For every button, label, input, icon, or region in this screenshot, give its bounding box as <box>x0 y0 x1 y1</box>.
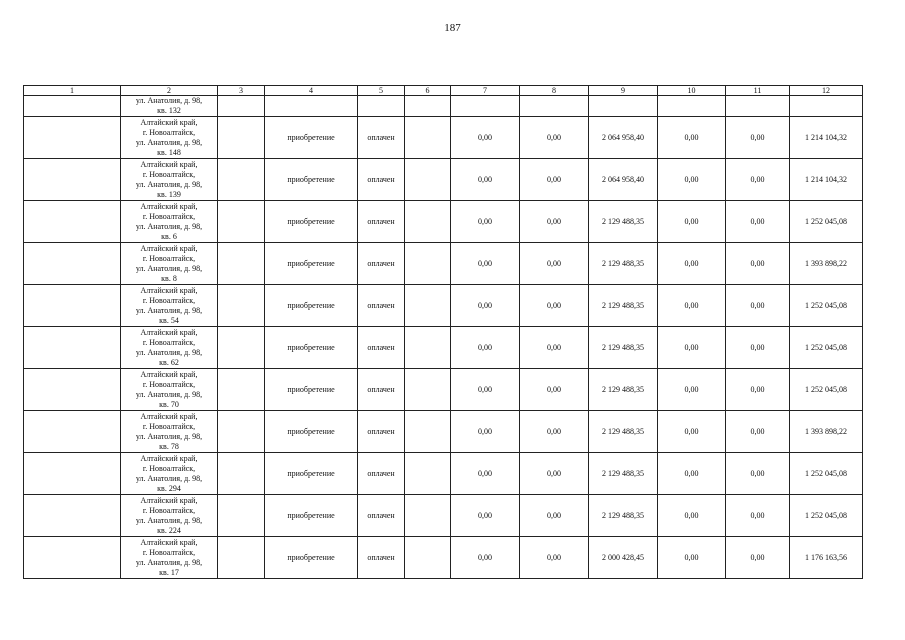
address-line: кв. 17 <box>159 567 179 577</box>
value-cell: 2 129 488,35 <box>589 327 658 369</box>
column-header: 10 <box>658 86 726 96</box>
address-line: кв. 224 <box>157 525 181 535</box>
cell <box>218 411 265 453</box>
value-cell: 0,00 <box>520 537 589 579</box>
type-cell: приобретение <box>265 159 358 201</box>
status-cell: оплачен <box>358 327 405 369</box>
column-header: 8 <box>520 86 589 96</box>
value-cell: 2 129 488,35 <box>589 201 658 243</box>
value-cell: 2 129 488,35 <box>589 243 658 285</box>
table-row <box>24 285 863 327</box>
value-cell: 0,00 <box>451 495 520 537</box>
cell <box>218 537 265 579</box>
value-cell: 0,00 <box>726 201 790 243</box>
address-cell <box>121 453 218 495</box>
value-cell: 0,00 <box>520 411 589 453</box>
value-cell: 0,00 <box>658 159 726 201</box>
cell <box>451 96 520 117</box>
value-cell: 1 214 104,32 <box>790 159 863 201</box>
address-line: кв. 54 <box>159 315 179 325</box>
cell <box>24 159 121 201</box>
column-number-row <box>24 86 863 96</box>
status-cell: оплачен <box>358 285 405 327</box>
type-cell: приобретение <box>265 369 358 411</box>
type-cell: приобретение <box>265 117 358 159</box>
type-cell: приобретение <box>265 285 358 327</box>
status-cell: оплачен <box>358 243 405 285</box>
address-line: Алтайский край, <box>140 285 198 295</box>
status-cell: оплачен <box>358 411 405 453</box>
cell <box>218 96 265 117</box>
address-line: г. Новоалтайск, <box>142 379 196 389</box>
address-line: ул. Анатолия, д. 98, <box>135 347 203 357</box>
address-cell <box>121 327 218 369</box>
value-cell: 2 000 428,45 <box>589 537 658 579</box>
status-cell: оплачен <box>358 453 405 495</box>
address-line: кв. 294 <box>157 483 181 493</box>
table-row <box>24 369 863 411</box>
table-row <box>24 537 863 579</box>
value-cell: 2 129 488,35 <box>589 411 658 453</box>
address-line: ул. Анатолия, д. 98, <box>135 473 203 483</box>
value-cell: 0,00 <box>451 285 520 327</box>
address-line: Алтайский край, <box>140 411 198 421</box>
address-line: ул. Анатолия, д. 98, <box>135 305 203 315</box>
cell <box>405 285 451 327</box>
value-cell: 0,00 <box>726 495 790 537</box>
address-line: кв. 6 <box>161 231 177 241</box>
value-cell: 0,00 <box>726 327 790 369</box>
cell <box>218 495 265 537</box>
value-cell: 2 064 958,40 <box>589 159 658 201</box>
value-cell: 0,00 <box>451 159 520 201</box>
value-cell: 0,00 <box>658 411 726 453</box>
address-line: г. Новоалтайск, <box>142 295 196 305</box>
address-cell <box>121 411 218 453</box>
table-row <box>24 159 863 201</box>
address-line: ул. Анатолия, д. 98, <box>135 179 203 189</box>
cell <box>24 495 121 537</box>
column-header: 5 <box>358 86 405 96</box>
value-cell: 2 064 958,40 <box>589 117 658 159</box>
cell <box>218 243 265 285</box>
cell <box>24 243 121 285</box>
address-line: ул. Анатолия, д. 98, <box>135 515 203 525</box>
address-line: Алтайский край, <box>140 117 198 127</box>
cell <box>24 96 121 117</box>
address-line: Алтайский край, <box>140 243 198 253</box>
column-header: 2 <box>121 86 218 96</box>
address-line: ул. Анатолия, д. 98, <box>135 389 203 399</box>
value-cell: 0,00 <box>520 243 589 285</box>
value-cell: 0,00 <box>451 201 520 243</box>
value-cell: 1 176 163,56 <box>790 537 863 579</box>
column-header: 12 <box>790 86 863 96</box>
value-cell: 0,00 <box>726 285 790 327</box>
cell <box>24 369 121 411</box>
value-cell: 0,00 <box>658 201 726 243</box>
address-line: ул. Анатолия, д. 98, <box>135 137 203 147</box>
data-table <box>23 85 863 579</box>
address-line: Алтайский край, <box>140 537 198 547</box>
cell <box>24 327 121 369</box>
cell <box>405 453 451 495</box>
type-cell: приобретение <box>265 243 358 285</box>
value-cell: 0,00 <box>520 117 589 159</box>
value-cell: 0,00 <box>726 159 790 201</box>
address-cell <box>121 159 218 201</box>
type-cell: приобретение <box>265 201 358 243</box>
address-line: кв. 139 <box>157 189 181 199</box>
value-cell: 1 252 045,08 <box>790 201 863 243</box>
value-cell: 0,00 <box>658 537 726 579</box>
value-cell: 2 129 488,35 <box>589 453 658 495</box>
cell <box>218 201 265 243</box>
value-cell: 0,00 <box>520 159 589 201</box>
address-line: ул. Анатолия, д. 98, <box>135 557 203 567</box>
cell <box>24 537 121 579</box>
address-line: Алтайский край, <box>140 369 198 379</box>
address-line: Алтайский край, <box>140 453 198 463</box>
column-header: 1 <box>24 86 121 96</box>
address-line: ул. Анатолия, д. 98, <box>135 96 203 105</box>
value-cell: 0,00 <box>726 369 790 411</box>
cell <box>24 411 121 453</box>
value-cell: 0,00 <box>726 453 790 495</box>
address-line: Алтайский край, <box>140 327 198 337</box>
address-line: г. Новоалтайск, <box>142 337 196 347</box>
cell <box>405 159 451 201</box>
value-cell: 0,00 <box>520 369 589 411</box>
address-line: г. Новоалтайск, <box>142 253 196 263</box>
cell <box>405 537 451 579</box>
column-header: 6 <box>405 86 451 96</box>
address-line: кв. 8 <box>161 273 177 283</box>
value-cell: 0,00 <box>658 369 726 411</box>
column-header: 9 <box>589 86 658 96</box>
value-cell: 0,00 <box>451 537 520 579</box>
table-row <box>24 96 863 117</box>
table-row <box>24 117 863 159</box>
address-line: кв. 62 <box>159 357 179 367</box>
value-cell: 0,00 <box>451 369 520 411</box>
address-line: Алтайский край, <box>140 159 198 169</box>
address-cell <box>121 201 218 243</box>
status-cell: оплачен <box>358 369 405 411</box>
value-cell: 0,00 <box>658 495 726 537</box>
address-line: г. Новоалтайск, <box>142 547 196 557</box>
value-cell: 0,00 <box>520 327 589 369</box>
status-cell: оплачен <box>358 159 405 201</box>
table-row <box>24 327 863 369</box>
cell <box>405 117 451 159</box>
address-line: г. Новоалтайск, <box>142 505 196 515</box>
value-cell: 0,00 <box>658 453 726 495</box>
type-cell: приобретение <box>265 453 358 495</box>
value-cell: 1 252 045,08 <box>790 453 863 495</box>
cell <box>405 243 451 285</box>
value-cell: 1 393 898,22 <box>790 411 863 453</box>
value-cell: 2 129 488,35 <box>589 285 658 327</box>
value-cell: 0,00 <box>658 117 726 159</box>
cell <box>405 96 451 117</box>
type-cell: приобретение <box>265 537 358 579</box>
address-line: г. Новоалтайск, <box>142 169 196 179</box>
value-cell: 0,00 <box>451 243 520 285</box>
value-cell: 0,00 <box>451 453 520 495</box>
address-cell <box>121 243 218 285</box>
address-cell <box>121 495 218 537</box>
status-cell: оплачен <box>358 117 405 159</box>
value-cell: 2 129 488,35 <box>589 495 658 537</box>
type-cell: приобретение <box>265 411 358 453</box>
cell <box>218 117 265 159</box>
cell <box>218 369 265 411</box>
address-cell <box>121 117 218 159</box>
address-line: г. Новоалтайск, <box>142 421 196 431</box>
cell <box>218 327 265 369</box>
table-row <box>24 411 863 453</box>
cell <box>726 96 790 117</box>
value-cell: 0,00 <box>658 285 726 327</box>
value-cell: 0,00 <box>451 327 520 369</box>
address-line: Алтайский край, <box>140 495 198 505</box>
address-line: ул. Анатолия, д. 98, <box>135 263 203 273</box>
cell <box>24 201 121 243</box>
address-line: кв. 148 <box>157 147 181 157</box>
status-cell: оплачен <box>358 537 405 579</box>
table-row <box>24 201 863 243</box>
value-cell: 1 252 045,08 <box>790 495 863 537</box>
address-cell <box>121 285 218 327</box>
address-line: г. Новоалтайск, <box>142 127 196 137</box>
address-line: г. Новоалтайск, <box>142 463 196 473</box>
value-cell: 1 214 104,32 <box>790 117 863 159</box>
value-cell: 1 393 898,22 <box>790 243 863 285</box>
table-row <box>24 495 863 537</box>
value-cell: 0,00 <box>726 411 790 453</box>
address-cell <box>121 537 218 579</box>
cell <box>520 96 589 117</box>
column-header: 7 <box>451 86 520 96</box>
table-row <box>24 453 863 495</box>
cell <box>405 495 451 537</box>
cell <box>405 411 451 453</box>
value-cell: 0,00 <box>726 243 790 285</box>
table-row <box>24 243 863 285</box>
address-line: ул. Анатолия, д. 98, <box>135 221 203 231</box>
page-number: 187 <box>444 22 461 34</box>
column-header: 4 <box>265 86 358 96</box>
address-line: Алтайский край, <box>140 201 198 211</box>
cell <box>24 117 121 159</box>
value-cell: 1 252 045,08 <box>790 369 863 411</box>
cell <box>358 96 405 117</box>
cell <box>405 369 451 411</box>
value-cell: 0,00 <box>451 411 520 453</box>
value-cell: 0,00 <box>726 117 790 159</box>
cell <box>24 285 121 327</box>
column-header: 11 <box>726 86 790 96</box>
status-cell: оплачен <box>358 201 405 243</box>
cell <box>589 96 658 117</box>
value-cell: 0,00 <box>658 243 726 285</box>
address-line: кв. 70 <box>159 399 179 409</box>
value-cell: 0,00 <box>520 201 589 243</box>
address-line: кв. 78 <box>159 441 179 451</box>
type-cell: приобретение <box>265 495 358 537</box>
value-cell: 2 129 488,35 <box>589 369 658 411</box>
cell <box>24 453 121 495</box>
address-cell <box>121 369 218 411</box>
cell <box>265 96 358 117</box>
cell <box>218 285 265 327</box>
cell <box>218 159 265 201</box>
address-cell <box>121 96 218 117</box>
address-line: г. Новоалтайск, <box>142 211 196 221</box>
column-header: 3 <box>218 86 265 96</box>
value-cell: 0,00 <box>520 453 589 495</box>
address-line: кв. 132 <box>157 106 181 115</box>
value-cell: 0,00 <box>451 117 520 159</box>
value-cell: 0,00 <box>658 327 726 369</box>
value-cell: 0,00 <box>726 537 790 579</box>
value-cell: 0,00 <box>520 495 589 537</box>
value-cell: 1 252 045,08 <box>790 327 863 369</box>
cell <box>218 453 265 495</box>
address-line: ул. Анатолия, д. 98, <box>135 431 203 441</box>
cell <box>658 96 726 117</box>
cell <box>405 201 451 243</box>
type-cell: приобретение <box>265 327 358 369</box>
value-cell: 0,00 <box>520 285 589 327</box>
status-cell: оплачен <box>358 495 405 537</box>
value-cell: 1 252 045,08 <box>790 285 863 327</box>
cell <box>405 327 451 369</box>
cell <box>790 96 863 117</box>
